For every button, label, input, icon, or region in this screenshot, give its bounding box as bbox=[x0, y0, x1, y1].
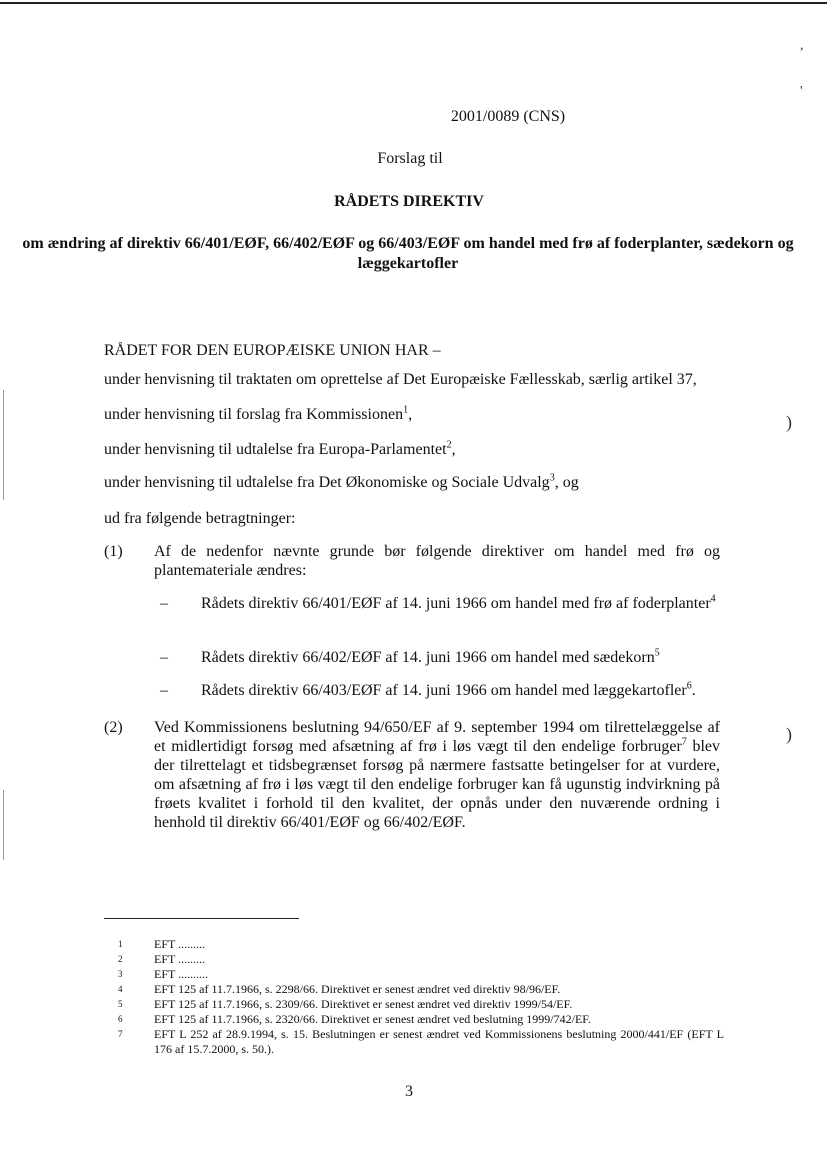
page-number: 3 bbox=[405, 1083, 413, 1100]
scan-mark: , bbox=[800, 38, 804, 53]
footnote-text: EFT 125 af 11.7.1966, s. 2298/66. Direktivet er senest ændret ved direktiv 98/96/EF. bbox=[154, 982, 561, 996]
directive-text-content: Rådets direktiv 66/402/EØF af 14. juni 1966 om handel med sædekorn bbox=[201, 649, 655, 666]
citation-punct: , bbox=[451, 441, 456, 458]
recital-text: Af de nedenfor nævnte grunde bør følgende direktiver om handel med frø og plantemateriale ændres: bbox=[154, 543, 720, 579]
footnote bbox=[104, 1012, 724, 1027]
footnote-ref: 7 bbox=[681, 736, 687, 748]
recital-text bbox=[154, 718, 720, 832]
footnote bbox=[104, 952, 724, 967]
citation-punct: , bbox=[408, 406, 413, 423]
recital-number: (2) bbox=[104, 719, 123, 736]
directive-punct: . bbox=[691, 682, 696, 699]
directive-text bbox=[201, 681, 720, 700]
recital-text-part: blev der tilrettelagt et tidsbegrænset forsøg på nærmere fastsatte betingelser for at vurdere, om afsætning af frø i løs vægt til den endelige forbruger kan få ugunstig indvirkning på frøets kvalitet i forhold til den kvalitet, der opnås under den nuværende ordning i henhold til direktiv 66/401/EØF og 66/402/EØF. bbox=[154, 738, 721, 831]
scan-mark: ' bbox=[800, 84, 803, 99]
directive-text-content: Rådets direktiv 66/403/EØF af 14. juni 1966 om handel med læggekartofler bbox=[201, 682, 687, 699]
footnote-ref: 3 bbox=[549, 472, 555, 484]
footnote-text: EFT L 252 af 28.9.1994, s. 15. Beslutningen er senest ændret ved Kommissionens beslutning 2000/441/EF (EFT L 176 af 15.7.2000, s. 50.). bbox=[154, 1027, 724, 1056]
footnote-ref: 5 bbox=[654, 647, 660, 659]
citation-text: under henvisning til traktaten om oprettelse af Det Europæiske Fællesskab, særlig artikel 37, bbox=[104, 371, 697, 388]
document-reference: 2001/0089 (CNS) bbox=[450, 108, 566, 125]
directive-text bbox=[201, 594, 720, 613]
directive-text-content: Rådets direktiv 66/401/EØF af 14. juni 1966 om handel med frø af foderplanter bbox=[201, 595, 711, 612]
citation-ecosoc bbox=[104, 474, 720, 492]
footnote bbox=[104, 982, 724, 997]
footnote-ref: 6 bbox=[686, 680, 692, 692]
footnote-number: 7 bbox=[118, 1029, 123, 1039]
citation-punct: , og bbox=[554, 474, 579, 491]
citation-text: ud fra følgende betragtninger: bbox=[104, 510, 296, 527]
dash-bullet: – bbox=[160, 595, 168, 612]
footnote-number: 4 bbox=[118, 984, 123, 994]
council-heading: RÅDET FOR DEN EUROPÆISKE UNION HAR – bbox=[104, 342, 441, 359]
citation-commission bbox=[104, 406, 720, 424]
footnote bbox=[104, 1027, 724, 1057]
citation-treaty bbox=[104, 371, 720, 389]
citation-text: under henvisning til forslag fra Kommissionen bbox=[104, 406, 404, 423]
dash-bullet: – bbox=[160, 649, 168, 666]
footnote-ref: 1 bbox=[403, 404, 409, 416]
considerations-intro bbox=[104, 510, 720, 528]
footnote-separator bbox=[104, 918, 299, 919]
top-border bbox=[0, 2, 827, 4]
footnote-number: 5 bbox=[118, 999, 123, 1009]
footnote-ref: 4 bbox=[710, 593, 716, 605]
scan-margin-line bbox=[3, 390, 4, 500]
footnote-number: 3 bbox=[118, 969, 123, 979]
scan-margin-line-lower bbox=[3, 790, 4, 860]
proposal-label: Forslag til bbox=[377, 150, 443, 167]
footnote-text: EFT 125 af 11.7.1966, s. 2320/66. Direktivet er senest ændret ved beslutning 1999/742/EF. bbox=[154, 1012, 591, 1026]
footnote-number: 2 bbox=[118, 954, 123, 964]
footnote bbox=[104, 967, 724, 982]
footnote-text: EFT ......... bbox=[154, 952, 206, 966]
document-title: RÅDETS DIREKTIV bbox=[334, 193, 484, 210]
citation-text: under henvisning til udtalelse fra Europa-Parlamentet bbox=[104, 441, 447, 458]
dash-bullet: – bbox=[160, 682, 168, 699]
footnote-number: 1 bbox=[118, 939, 123, 949]
footnote bbox=[104, 997, 724, 1012]
footnote bbox=[104, 937, 724, 952]
footnote-text: EFT 125 af 11.7.1966, s. 2309/66. Direktivet er senest ændret ved direktiv 1999/54/EF. bbox=[154, 997, 573, 1011]
footnote-text: EFT .......... bbox=[154, 967, 209, 981]
footnote-text: EFT ......... bbox=[154, 937, 206, 951]
citation-text: under henvisning til udtalelse fra Det Økonomiske og Sociale Udvalg bbox=[104, 474, 550, 491]
footnotes bbox=[104, 937, 724, 1057]
footnote-ref: 2 bbox=[446, 439, 452, 451]
recital-number: (1) bbox=[104, 543, 123, 560]
margin-bracket: ) bbox=[786, 412, 792, 432]
citation-parliament bbox=[104, 441, 720, 459]
directive-text bbox=[201, 648, 720, 667]
document-subtitle bbox=[0, 234, 816, 274]
footnote-number: 6 bbox=[118, 1014, 123, 1024]
subtitle-text: om ændring af direktiv 66/401/EØF, 66/402/EØF og 66/403/EØF om handel med frø af foderplanter, sædekorn og læggekartofler bbox=[22, 235, 794, 272]
margin-bracket: ) bbox=[786, 724, 792, 744]
recital-text-part: Ved Kommissionens beslutning 94/650/EF af 9. september 1994 om tilrettelæggelse af et midlertidigt forsøg med afsætning af frø i løs vægt til den endelige forbruger bbox=[154, 719, 720, 755]
